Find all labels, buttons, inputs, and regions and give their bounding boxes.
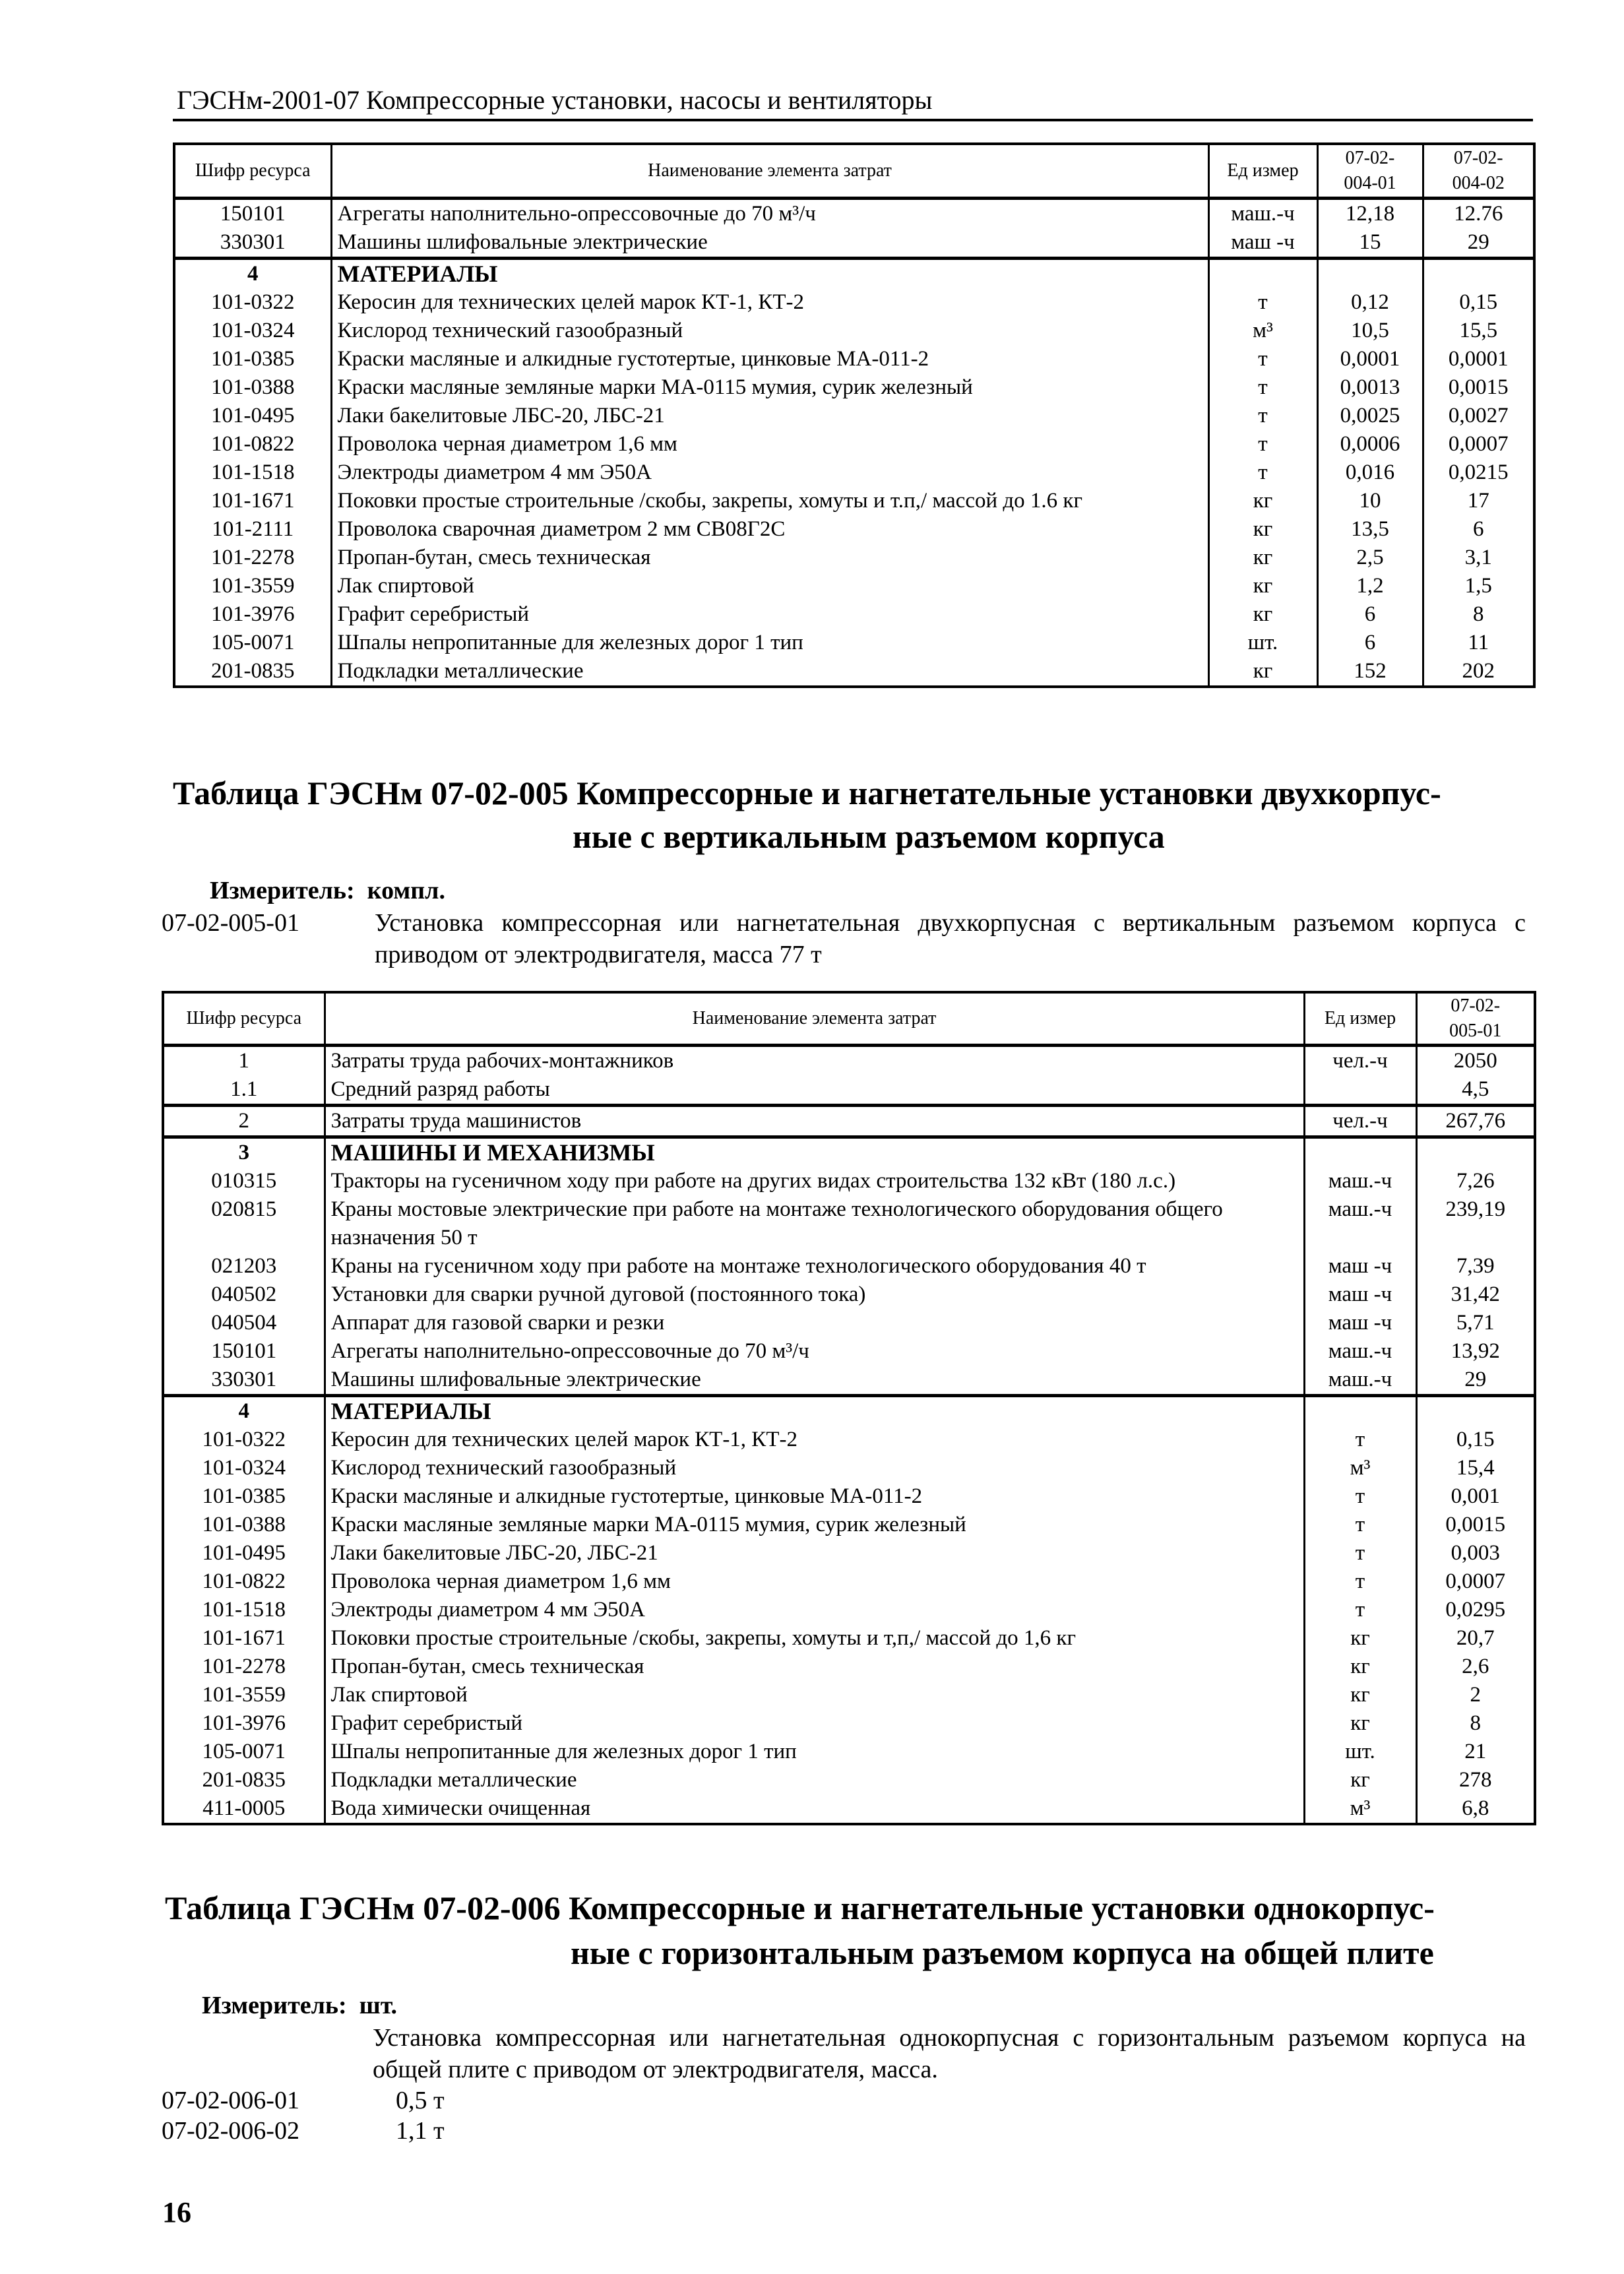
header-col-005-01: 07-02- 005-01 bbox=[1416, 992, 1535, 1046]
resource-code: 150101 bbox=[174, 198, 331, 228]
unit-of-measure: кг bbox=[1304, 1653, 1416, 1681]
value-col-1: 13,92 bbox=[1416, 1337, 1535, 1366]
table-006-measure bbox=[202, 1991, 397, 2020]
measure-value: компл. bbox=[367, 877, 445, 904]
section-row bbox=[163, 1137, 1535, 1168]
resource-code: 020815 bbox=[163, 1195, 325, 1252]
table-row bbox=[163, 1482, 1535, 1511]
unit-of-measure: т bbox=[1208, 288, 1317, 317]
unit-of-measure bbox=[1208, 258, 1317, 288]
header-unit: Ед измер bbox=[1208, 144, 1317, 198]
item-mass-006-01: 0,5 т bbox=[396, 2087, 445, 2114]
resource-name: Краски масляные земляные марки МА-0115 мумия, сурик железный bbox=[325, 1511, 1304, 1539]
resource-name: Керосин для технических целей марок КТ-1, КТ-2 bbox=[331, 288, 1208, 317]
unit-of-measure: кг bbox=[1304, 1681, 1416, 1709]
unit-of-measure: маш -ч bbox=[1304, 1252, 1416, 1280]
unit-of-measure: кг bbox=[1208, 544, 1317, 572]
unit-of-measure: т bbox=[1304, 1511, 1416, 1539]
resource-table-004 bbox=[173, 142, 1536, 688]
unit-of-measure: маш -ч bbox=[1304, 1280, 1416, 1309]
resource-code: 101-0388 bbox=[163, 1511, 325, 1539]
unit-of-measure: т bbox=[1208, 402, 1317, 430]
table-row bbox=[163, 1195, 1535, 1252]
resource-code: 101-1671 bbox=[174, 487, 331, 515]
resource-name: Краны мостовые электрические при работе на монтаже технологического оборудования общего назначения 50 т bbox=[325, 1195, 1304, 1252]
resource-code: 4 bbox=[174, 258, 331, 288]
unit-of-measure: т bbox=[1208, 458, 1317, 487]
value-col-1: 152 bbox=[1317, 657, 1423, 687]
value-col-2: 0,0001 bbox=[1423, 345, 1534, 373]
resource-code: 101-0822 bbox=[163, 1567, 325, 1596]
value-col-1: 6 bbox=[1317, 600, 1423, 629]
unit-of-measure: маш.-ч bbox=[1208, 198, 1317, 228]
resource-code: 201-0835 bbox=[163, 1766, 325, 1794]
resource-name: Подкладки металлические bbox=[325, 1766, 1304, 1794]
table-row bbox=[174, 288, 1534, 317]
value-col-2: 0,0215 bbox=[1423, 458, 1534, 487]
table-005-title-line2: ные с вертикальным разъемом корпуса bbox=[573, 818, 1165, 855]
unit-of-measure: маш -ч bbox=[1208, 228, 1317, 259]
value-col-1 bbox=[1317, 258, 1423, 288]
resource-code: 040504 bbox=[163, 1309, 325, 1337]
value-col-1: 0,0001 bbox=[1317, 345, 1423, 373]
table-row bbox=[163, 1366, 1535, 1396]
resource-code: 101-3976 bbox=[174, 600, 331, 629]
resource-name: Краски масляные земляные марки МА-0115 мумия, сурик железный bbox=[331, 373, 1208, 402]
resource-name: Средний разряд работы bbox=[325, 1075, 1304, 1106]
value-col-1: 6 bbox=[1317, 629, 1423, 657]
resource-name: Кислород технический газообразный bbox=[325, 1454, 1304, 1482]
resource-code: 040502 bbox=[163, 1280, 325, 1309]
resource-name: Машины шлифовальные электрические bbox=[331, 228, 1208, 259]
unit-of-measure: маш.-ч bbox=[1304, 1195, 1416, 1252]
resource-code: 330301 bbox=[163, 1366, 325, 1396]
table-row bbox=[174, 600, 1534, 629]
resource-name: Машины шлифовальные электрические bbox=[325, 1366, 1304, 1396]
resource-name: Агрегаты наполнительно-опрессовочные до 70 м³/ч bbox=[331, 198, 1208, 228]
resource-name: Агрегаты наполнительно-опрессовочные до 70 м³/ч bbox=[325, 1337, 1304, 1366]
value-col-1: 15 bbox=[1317, 228, 1423, 259]
header-code: Шифр ресурса bbox=[174, 144, 331, 198]
value-col-1: 0,0006 bbox=[1317, 430, 1423, 458]
resource-name: Подкладки металлические bbox=[331, 657, 1208, 687]
value-col-1: 0,0013 bbox=[1317, 373, 1423, 402]
resource-code: 101-0495 bbox=[174, 402, 331, 430]
table-row bbox=[163, 1709, 1535, 1738]
resource-code: 150101 bbox=[163, 1337, 325, 1366]
item-text-005-01: Установка компрессорная или нагнетательная двухкорпусная с вертикальным разъемом корпуса с приводом от электродвигателя, масса 77 т bbox=[375, 909, 1526, 968]
table-row bbox=[174, 402, 1534, 430]
resource-code: 101-1518 bbox=[174, 458, 331, 487]
value-col-2: 6 bbox=[1423, 515, 1534, 544]
value-col-2: 202 bbox=[1423, 657, 1534, 687]
value-col-1: 7,26 bbox=[1416, 1167, 1535, 1195]
resource-code: 2 bbox=[163, 1106, 325, 1137]
value-col-1: 8 bbox=[1416, 1709, 1535, 1738]
value-col-1: 4,5 bbox=[1416, 1075, 1535, 1106]
unit-of-measure: т bbox=[1208, 373, 1317, 402]
unit-of-measure: шт. bbox=[1208, 629, 1317, 657]
table-row bbox=[174, 629, 1534, 657]
resource-name: Кислород технический газообразный bbox=[331, 317, 1208, 345]
resource-code: 010315 bbox=[163, 1167, 325, 1195]
table-row bbox=[163, 1596, 1535, 1624]
unit-of-measure bbox=[1304, 1137, 1416, 1168]
table-row bbox=[163, 1454, 1535, 1482]
resource-name: Вода химически очищенная bbox=[325, 1794, 1304, 1824]
value-col-2: 8 bbox=[1423, 600, 1534, 629]
table-row bbox=[174, 345, 1534, 373]
value-col-1: 0,0295 bbox=[1416, 1596, 1535, 1624]
resource-code: 101-3559 bbox=[163, 1681, 325, 1709]
table-row bbox=[174, 458, 1534, 487]
resource-name: Поковки простые строительные /скобы, закрепы, хомуты и т,п,/ массой до 1,6 кг bbox=[325, 1624, 1304, 1653]
table-006-intro-text: Установка компрессорная или нагнетательная однокорпусная с горизонтальным разъемом корпуса на общей плите с приводом от электродвигателя, масса. bbox=[373, 2024, 1526, 2083]
header-code: Шифр ресурса bbox=[163, 992, 325, 1046]
unit-of-measure: т bbox=[1304, 1539, 1416, 1567]
unit-of-measure: т bbox=[1208, 345, 1317, 373]
resource-code: 3 bbox=[163, 1137, 325, 1168]
table-row bbox=[163, 1653, 1535, 1681]
value-col-2: 17 bbox=[1423, 487, 1534, 515]
value-col-1: 2,5 bbox=[1317, 544, 1423, 572]
header-name: Наименование элемента затрат bbox=[325, 992, 1304, 1046]
value-col-1: 5,71 bbox=[1416, 1309, 1535, 1337]
unit-of-measure: кг bbox=[1208, 600, 1317, 629]
table-row bbox=[174, 544, 1534, 572]
unit-of-measure: кг bbox=[1208, 572, 1317, 600]
value-col-1: 2050 bbox=[1416, 1046, 1535, 1076]
table-row bbox=[163, 1309, 1535, 1337]
value-col-1: 2,6 bbox=[1416, 1653, 1535, 1681]
table-row bbox=[174, 373, 1534, 402]
resource-name: Графит серебристый bbox=[325, 1709, 1304, 1738]
table-row bbox=[163, 1280, 1535, 1309]
resource-code: 101-2278 bbox=[163, 1653, 325, 1681]
table-row bbox=[174, 487, 1534, 515]
table-row bbox=[174, 430, 1534, 458]
resource-code: 411-0005 bbox=[163, 1794, 325, 1824]
value-col-2: 0,15 bbox=[1423, 288, 1534, 317]
resource-code: 101-0495 bbox=[163, 1539, 325, 1567]
resource-name: Проволока черная диаметром 1,6 мм bbox=[325, 1567, 1304, 1596]
resource-code: 1.1 bbox=[163, 1075, 325, 1106]
value-col-1: 6,8 bbox=[1416, 1794, 1535, 1824]
resource-name: Лак спиртовой bbox=[331, 572, 1208, 600]
measure-value: шт. bbox=[359, 1992, 398, 2019]
table-row bbox=[174, 572, 1534, 600]
resource-name: Графит серебристый bbox=[331, 600, 1208, 629]
value-col-2: 0,0015 bbox=[1423, 373, 1534, 402]
table-006-title-line2: ные с горизонтальным разъемом корпуса на общей плите bbox=[571, 1934, 1434, 1971]
resource-name: Затраты труда рабочих-монтажников bbox=[325, 1046, 1304, 1076]
table-row bbox=[163, 1624, 1535, 1653]
resource-name: Пропан-бутан, смесь техническая bbox=[325, 1653, 1304, 1681]
resource-code: 101-0388 bbox=[174, 373, 331, 402]
resource-code: 101-1671 bbox=[163, 1624, 325, 1653]
unit-of-measure: кг bbox=[1304, 1709, 1416, 1738]
table-row bbox=[174, 198, 1534, 228]
item-code-006-01: 07-02-006-01 bbox=[162, 2087, 299, 2114]
page-number: 16 bbox=[162, 2196, 191, 2228]
table-row bbox=[163, 1681, 1535, 1709]
table-row bbox=[163, 1426, 1535, 1454]
value-col-1: 0,016 bbox=[1317, 458, 1423, 487]
resource-name: Проволока сварочная диаметром 2 мм СВ08Г2С bbox=[331, 515, 1208, 544]
resource-code: 105-0071 bbox=[174, 629, 331, 657]
value-col-2 bbox=[1423, 258, 1534, 288]
table-row bbox=[163, 1046, 1535, 1076]
table-row bbox=[163, 1567, 1535, 1596]
value-col-1: 239,19 bbox=[1416, 1195, 1535, 1252]
value-col-1: 0,0025 bbox=[1317, 402, 1423, 430]
table-row bbox=[163, 1337, 1535, 1366]
table-row bbox=[163, 1539, 1535, 1567]
value-col-1: 12,18 bbox=[1317, 198, 1423, 228]
running-header: ГЭСНм-2001-07 Компрессорные установки, насосы и вентиляторы bbox=[177, 85, 933, 115]
resource-code: 105-0071 bbox=[163, 1738, 325, 1766]
value-col-1: 1,2 bbox=[1317, 572, 1423, 600]
table-row bbox=[163, 1252, 1535, 1280]
unit-of-measure: т bbox=[1208, 430, 1317, 458]
resource-code: 101-0322 bbox=[174, 288, 331, 317]
unit-of-measure: кг bbox=[1304, 1766, 1416, 1794]
unit-of-measure: кг bbox=[1208, 657, 1317, 687]
value-col-1: 10 bbox=[1317, 487, 1423, 515]
resource-name: МАТЕРИАЛЫ bbox=[331, 258, 1208, 288]
unit-of-measure: маш.-ч bbox=[1304, 1366, 1416, 1396]
resource-name: МАШИНЫ И МЕХАНИЗМЫ bbox=[325, 1137, 1304, 1168]
resource-code: 1 bbox=[163, 1046, 325, 1076]
resource-code: 101-3976 bbox=[163, 1709, 325, 1738]
resource-name: Электроды диаметром 4 мм Э50А bbox=[331, 458, 1208, 487]
value-col-2: 29 bbox=[1423, 228, 1534, 259]
value-col-1: 21 bbox=[1416, 1738, 1535, 1766]
resource-name: Тракторы на гусеничном ходу при работе на других видах строительства 132 кВт (180 л.с.) bbox=[325, 1167, 1304, 1195]
value-col-2: 3,1 bbox=[1423, 544, 1534, 572]
table-row bbox=[163, 1511, 1535, 1539]
table-row bbox=[163, 1794, 1535, 1824]
item-code-006-02: 07-02-006-02 bbox=[162, 2117, 299, 2145]
value-col-1: 20,7 bbox=[1416, 1624, 1535, 1653]
table-row bbox=[174, 515, 1534, 544]
item-mass-006-02: 1,1 т bbox=[396, 2117, 445, 2145]
unit-of-measure: т bbox=[1304, 1426, 1416, 1454]
resource-name: Керосин для технических целей марок КТ-1, КТ-2 bbox=[325, 1426, 1304, 1454]
header-unit: Ед измер bbox=[1304, 992, 1416, 1046]
resource-name: Лаки бакелитовые ЛБС-20, ЛБС-21 bbox=[325, 1539, 1304, 1567]
resource-name: Электроды диаметром 4 мм Э50А bbox=[325, 1596, 1304, 1624]
resource-code: 101-0322 bbox=[163, 1426, 325, 1454]
unit-of-measure: м³ bbox=[1208, 317, 1317, 345]
value-col-1: 2 bbox=[1416, 1681, 1535, 1709]
value-col-2: 0,0027 bbox=[1423, 402, 1534, 430]
value-col-1: 0,0015 bbox=[1416, 1511, 1535, 1539]
value-col-1: 278 bbox=[1416, 1766, 1535, 1794]
resource-code: 101-0822 bbox=[174, 430, 331, 458]
resource-code: 021203 bbox=[163, 1252, 325, 1280]
value-col-1: 15,4 bbox=[1416, 1454, 1535, 1482]
value-col-2: 11 bbox=[1423, 629, 1534, 657]
table-row bbox=[163, 1766, 1535, 1794]
unit-of-measure: маш.-ч bbox=[1304, 1167, 1416, 1195]
resource-name: Поковки простые строительные /скобы, закрепы, хомуты и т.п,/ массой до 1.6 кг bbox=[331, 487, 1208, 515]
section-row bbox=[174, 258, 1534, 288]
resource-code: 101-2278 bbox=[174, 544, 331, 572]
value-col-1: 13,5 bbox=[1317, 515, 1423, 544]
table-row bbox=[163, 1167, 1535, 1195]
resource-name: Аппарат для газовой сварки и резки bbox=[325, 1309, 1304, 1337]
table-row bbox=[163, 1106, 1535, 1137]
unit-of-measure: чел.-ч bbox=[1304, 1046, 1416, 1076]
resource-table-005 bbox=[162, 991, 1536, 1825]
resource-code: 101-0324 bbox=[174, 317, 331, 345]
item-code-005-01: 07-02-005-01 bbox=[162, 909, 299, 937]
table-006-title-line1: Таблица ГЭСНм 07-02-006 Компрессорные и нагнетательные установки однокорпус- bbox=[165, 1889, 1435, 1926]
resource-name: Лаки бакелитовые ЛБС-20, ЛБС-21 bbox=[331, 402, 1208, 430]
unit-of-measure: м³ bbox=[1304, 1454, 1416, 1482]
value-col-1: 0,001 bbox=[1416, 1482, 1535, 1511]
value-col-2: 12.76 bbox=[1423, 198, 1534, 228]
unit-of-measure: чел.-ч bbox=[1304, 1106, 1416, 1137]
resource-name: Шпалы непропитанные для железных дорог 1 тип bbox=[325, 1738, 1304, 1766]
unit-of-measure: кг bbox=[1208, 515, 1317, 544]
resource-name: Лак спиртовой bbox=[325, 1681, 1304, 1709]
unit-of-measure: кг bbox=[1208, 487, 1317, 515]
table-row bbox=[174, 228, 1534, 259]
unit-of-measure: кг bbox=[1304, 1624, 1416, 1653]
header-name: Наименование элемента затрат bbox=[331, 144, 1208, 198]
unit-of-measure bbox=[1304, 1396, 1416, 1426]
value-col-1 bbox=[1416, 1396, 1535, 1426]
value-col-1: 7,39 bbox=[1416, 1252, 1535, 1280]
unit-of-measure: маш -ч bbox=[1304, 1309, 1416, 1337]
resource-code: 330301 bbox=[174, 228, 331, 259]
unit-of-measure: м³ bbox=[1304, 1794, 1416, 1824]
resource-code: 101-2111 bbox=[174, 515, 331, 544]
unit-of-measure bbox=[1304, 1075, 1416, 1106]
resource-code: 101-0385 bbox=[174, 345, 331, 373]
value-col-1: 29 bbox=[1416, 1366, 1535, 1396]
header-rule bbox=[173, 119, 1533, 121]
table-row bbox=[174, 317, 1534, 345]
value-col-1: 10,5 bbox=[1317, 317, 1423, 345]
measure-label: Измеритель: bbox=[210, 877, 355, 904]
value-col-2: 1,5 bbox=[1423, 572, 1534, 600]
resource-name: Проволока черная диаметром 1,6 мм bbox=[331, 430, 1208, 458]
table-row bbox=[163, 1075, 1535, 1106]
unit-of-measure: т bbox=[1304, 1482, 1416, 1511]
section-row bbox=[163, 1396, 1535, 1426]
value-col-1: 267,76 bbox=[1416, 1106, 1535, 1137]
value-col-1: 31,42 bbox=[1416, 1280, 1535, 1309]
resource-name: Краски масляные и алкидные густотертые, цинковые МА-011-2 bbox=[331, 345, 1208, 373]
unit-of-measure: маш.-ч bbox=[1304, 1337, 1416, 1366]
resource-name: Шпалы непропитанные для железных дорог 1 тип bbox=[331, 629, 1208, 657]
header-col-004-01: 07-02- 004-01 bbox=[1317, 144, 1423, 198]
value-col-2: 0,0007 bbox=[1423, 430, 1534, 458]
header-col-004-02: 07-02- 004-02 bbox=[1423, 144, 1534, 198]
table-row bbox=[174, 657, 1534, 687]
resource-name: МАТЕРИАЛЫ bbox=[325, 1396, 1304, 1426]
resource-code: 101-3559 bbox=[174, 572, 331, 600]
resource-code: 201-0835 bbox=[174, 657, 331, 687]
unit-of-measure: т bbox=[1304, 1567, 1416, 1596]
resource-name: Пропан-бутан, смесь техническая bbox=[331, 544, 1208, 572]
value-col-1 bbox=[1416, 1137, 1535, 1168]
value-col-2: 15,5 bbox=[1423, 317, 1534, 345]
value-col-1: 0,15 bbox=[1416, 1426, 1535, 1454]
resource-name: Установки для сварки ручной дуговой (постоянного тока) bbox=[325, 1280, 1304, 1309]
table-005-title-line1: Таблица ГЭСНм 07-02-005 Компрессорные и нагнетательные установки двухкорпус- bbox=[173, 774, 1441, 811]
resource-name: Краны на гусеничном ходу при работе на монтаже технологического оборудования 40 т bbox=[325, 1252, 1304, 1280]
resource-code: 101-0385 bbox=[163, 1482, 325, 1511]
resource-code: 101-0324 bbox=[163, 1454, 325, 1482]
table-005-measure bbox=[210, 876, 445, 905]
resource-name: Затраты труда машинистов bbox=[325, 1106, 1304, 1137]
value-col-1: 0,003 bbox=[1416, 1539, 1535, 1567]
resource-code: 101-1518 bbox=[163, 1596, 325, 1624]
unit-of-measure: т bbox=[1304, 1596, 1416, 1624]
resource-name: Краски масляные и алкидные густотертые, цинковые МА-011-2 bbox=[325, 1482, 1304, 1511]
measure-label: Измеритель: bbox=[202, 1992, 347, 2019]
value-col-1: 0,0007 bbox=[1416, 1567, 1535, 1596]
unit-of-measure: шт. bbox=[1304, 1738, 1416, 1766]
table-row bbox=[163, 1738, 1535, 1766]
resource-code: 4 bbox=[163, 1396, 325, 1426]
value-col-1: 0,12 bbox=[1317, 288, 1423, 317]
